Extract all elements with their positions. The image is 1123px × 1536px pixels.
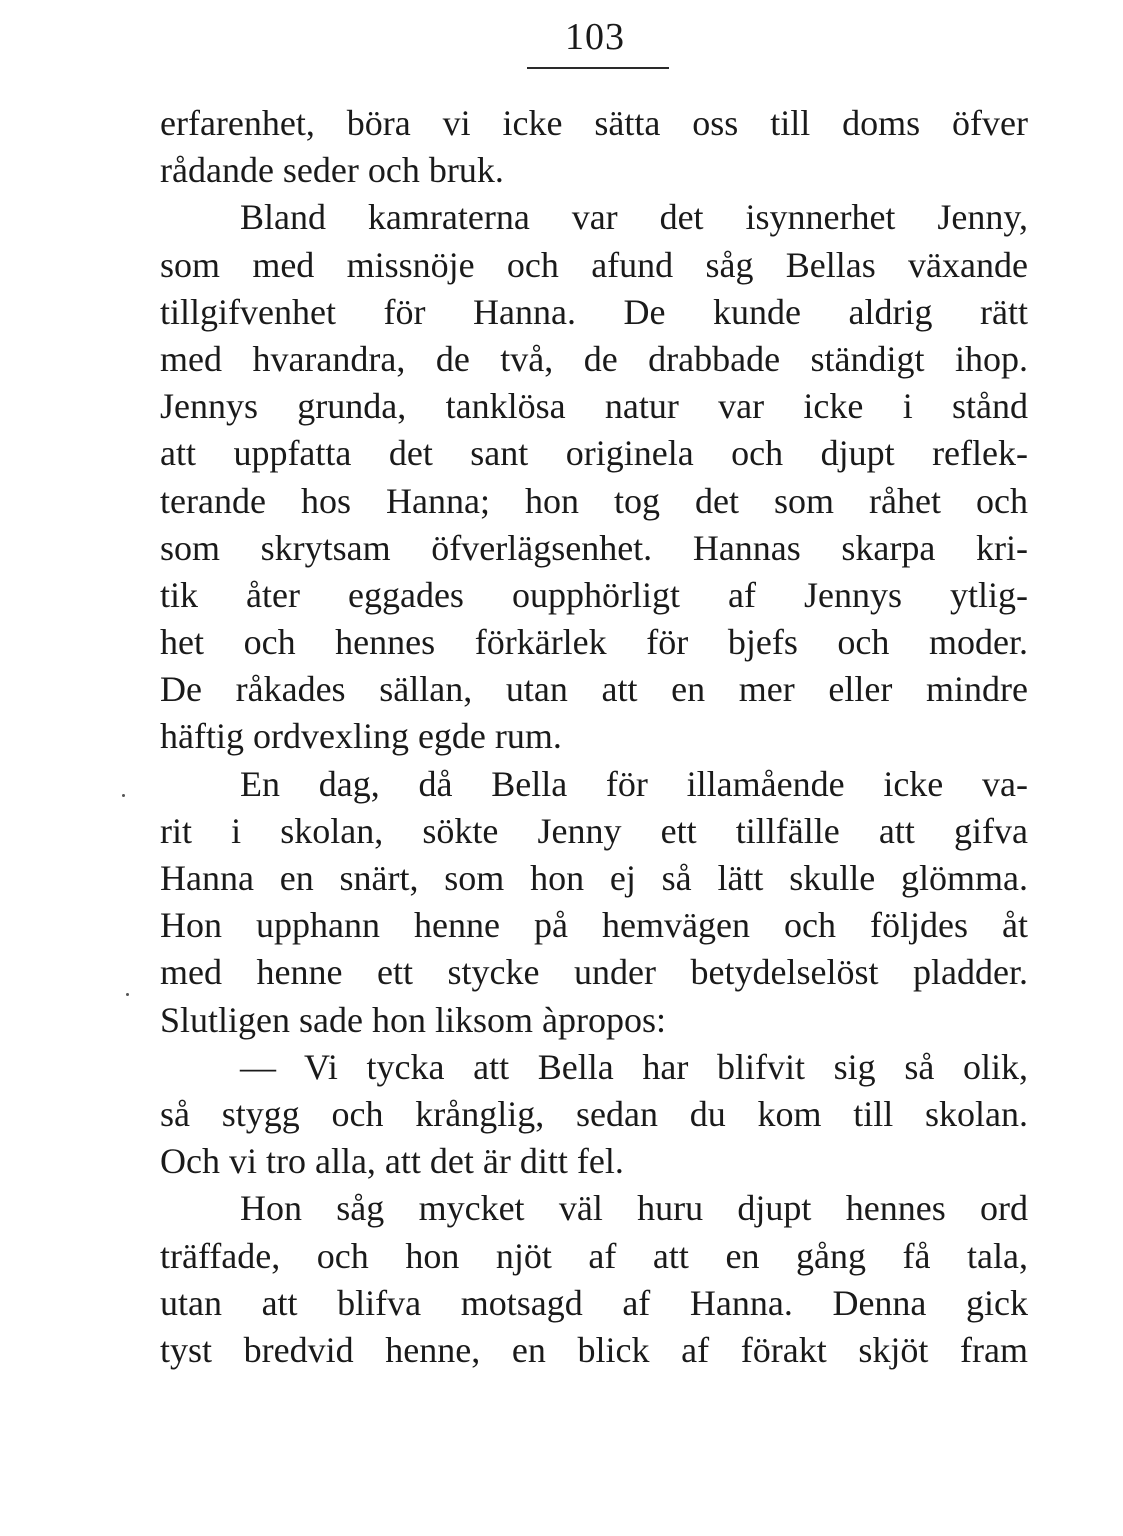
text-line: så stygg och krånglig, sedan du kom till skolan. — [160, 1093, 1028, 1134]
text-line: som med missnöje och afund såg Bellas växande — [160, 244, 1028, 285]
text-line: Och vi tro alla, att det är ditt fel. — [160, 1141, 624, 1182]
page-number-rule — [527, 67, 669, 69]
text-line: erfarenhet, böra vi icke sätta oss till doms öfver — [160, 103, 1028, 143]
text-line: träffade, och hon njöt af att en gång få tala, — [160, 1235, 1028, 1276]
text-line: med henne ett stycke under betydelselöst pladder. — [160, 952, 1028, 993]
text-line: Slutligen sade hon liksom àpropos: — [160, 999, 666, 1040]
text-line: rit i skolan, sökte Jenny ett tillfälle att gifva — [160, 810, 1028, 851]
text-line: tyst bredvid henne, en blick af förakt skjöt fram — [160, 1329, 1028, 1370]
text-line: — Vi tycka att Bella har blifvit sig så olik, — [240, 1046, 1028, 1087]
text-line: utan att blifva motsagd af Hanna. Denna gick — [160, 1282, 1028, 1323]
text-line: Hanna en snärt, som hon ej så lätt skulle glömma. — [160, 858, 1028, 898]
text-line: En dag, då Bella för illamående icke va- — [240, 763, 1028, 804]
text-line: Hon upphann henne på hemvägen och följdes åt — [160, 905, 1028, 946]
text-line: tillgifvenhet för Hanna. De kunde aldrig rätt — [160, 291, 1028, 332]
paper-speck — [122, 794, 125, 797]
page-number: 103 — [565, 16, 625, 58]
text-line: att uppfatta det sant originela och djupt reflek- — [160, 433, 1028, 474]
text-line: het och hennes förkärlek för bjefs och moder. — [160, 622, 1028, 663]
text-line: rådande seder och bruk. — [160, 150, 504, 191]
text-line: Hon såg mycket väl huru djupt hennes ord — [240, 1188, 1028, 1229]
text-line: tik åter eggades oupphörligt af Jennys ytlig- — [160, 574, 1028, 615]
text-line: som skrytsam öfverlägsenhet. Hannas skarpa kri- — [160, 527, 1028, 568]
text-line: Jennys grunda, tanklösa natur var icke i stånd — [160, 386, 1028, 427]
paper-speck — [126, 993, 129, 996]
text-line: terande hos Hanna; hon tog det som råhet och — [160, 480, 1028, 521]
text-line: Bland kamraterna var det isynnerhet Jenny, — [240, 197, 1028, 238]
text-line: med hvarandra, de två, de drabbade ständigt ihop. — [160, 338, 1028, 379]
body-text — [160, 100, 1028, 1374]
text-line: häftig ordvexling egde rum. — [160, 716, 562, 757]
text-line: De råkades sällan, utan att en mer eller mindre — [160, 669, 1028, 710]
